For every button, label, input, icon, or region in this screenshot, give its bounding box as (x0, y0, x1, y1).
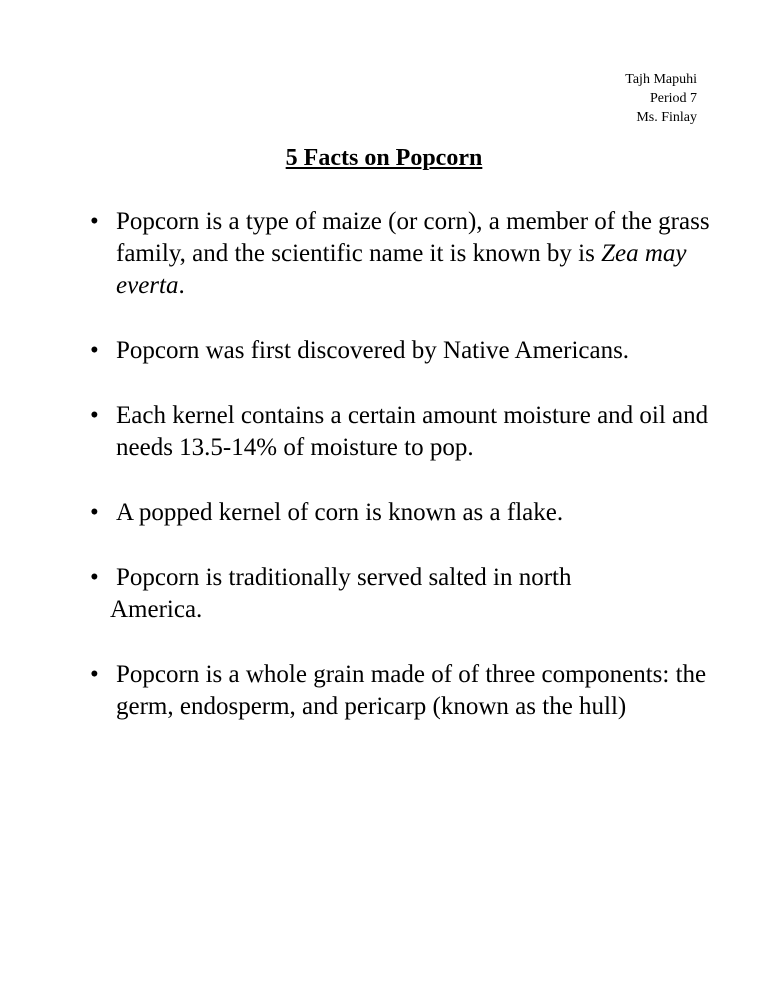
fact-text: Popcorn was first discovered by Native Americans. (116, 337, 630, 364)
class-period: Period 7 (649, 91, 697, 106)
bullet-icon: • (90, 337, 99, 364)
scientific-name: Zea may everta (116, 240, 687, 299)
teacher-name: Ms. Finlay (636, 110, 697, 125)
fact-text-line: America. (110, 596, 203, 623)
bullet-icon: • (90, 499, 99, 526)
list-item (90, 497, 710, 529)
list-item (90, 206, 710, 302)
list-item (90, 562, 710, 626)
header-block (625, 70, 697, 127)
bullet-icon: • (90, 564, 99, 591)
list-item (90, 335, 710, 367)
page-title: 5 Facts on Popcorn (285, 145, 483, 171)
bullet-icon: • (90, 208, 99, 235)
fact-text: Popcorn is a whole grain made of of three components: the germ, endosperm, and pericarp (known as the hull) (116, 661, 707, 720)
fact-list (90, 206, 710, 756)
fact-text-part: . (178, 272, 185, 299)
fact-text (116, 206, 710, 302)
fact-text (110, 562, 710, 626)
fact-text: A popped kernel of corn is known as a flake. (116, 499, 564, 526)
bullet-icon: • (90, 661, 99, 688)
fact-text-line: Popcorn is traditionally served salted in north (116, 564, 572, 591)
fact-text: Each kernel contains a certain amount moisture and oil and needs 13.5-14% of moisture to pop. (116, 402, 709, 461)
list-item (90, 400, 710, 464)
bullet-icon: • (90, 402, 99, 429)
fact-text-part: Popcorn is a type of maize (or corn), a member of the grass family, and the scientific name it is known by is (116, 208, 710, 267)
list-item (90, 659, 710, 723)
author-name: Tajh Mapuhi (625, 72, 697, 87)
